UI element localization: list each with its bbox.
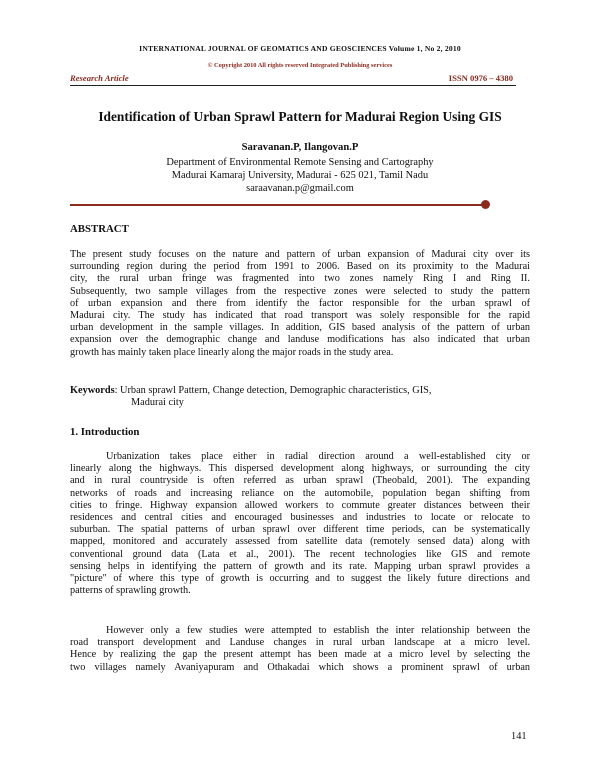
intro-line: linearly along the highways. This dispersed development along highways, or surrounding the city (70, 463, 530, 475)
introduction-paragraph-2 (70, 625, 530, 674)
intro-line: and in rural countryside is often referred as urban sprawl (Theobald, 2001). The expanding (70, 475, 530, 487)
keywords-list-continued: Madurai city (131, 397, 184, 409)
affiliation-department: Department of Environmental Remote Sensing and Cartography (166, 157, 434, 168)
intro-line: mapped, monitored and accurately assessed from satellite data (remotely sensed data) along with (70, 536, 530, 548)
intro-line: "picture" of where this type of growth is occurring and to suggest the likely future directions and (70, 572, 530, 584)
keywords-block (70, 385, 540, 410)
intro-line: patterns of sprawling growth. (70, 585, 191, 597)
intro-line: conventional ground data (Lata et al., 2001). The recent technologies like GIS and remote (70, 548, 530, 560)
header-divider (70, 85, 516, 86)
introduction-heading: 1. Introduction (70, 426, 140, 438)
abstract-line: urban development in the sample villages. In addition, GIS based analysis of the pattern of urban (70, 322, 530, 334)
intro-line: networks of roads and increasing reliance on the automobile, population began shifting from (70, 487, 530, 499)
intro-line: suburban. The spatial patterns of urban sprawl over different time periods, can be systematically (70, 524, 530, 536)
abstract-line: surrounding region during the period from 1991 to 2006. Based on its proximity to the Madurai (70, 261, 530, 273)
journal-header: INTERNATIONAL JOURNAL OF GEOMATICS AND GEOSCIENCES Volume 1, No 2, 2010 (139, 44, 461, 53)
abstract-line: city, the rural urban fringe was fragmented into two zones namely Ring I and Ring II. (70, 273, 530, 285)
affiliation-university: Madurai Kamaraj University, Madurai - 625 021, Tamil Nadu (171, 170, 429, 181)
intro-line: road transport development and Landuse changes in rural urban landscape at a micro level. (70, 637, 530, 649)
issn-label: ISSN 0976 – 4380 (448, 73, 513, 83)
intro-line: cities to fringe. Highway expansion allowed workers to commute greater distances between their (70, 499, 530, 511)
intro-line: residences and central cities and encouraged businesses and industries to locate or relocate to (70, 511, 530, 523)
copyright-notice: © Copyright 2010 All rights reserved Integrated Publishing services (207, 62, 393, 69)
abstract-line: growth has mainly taken place linearly along the major roads in the study area. (70, 346, 394, 358)
abstract-line: expansion over the demographic change and landuse modifications has also indicated that urban (70, 334, 530, 346)
intro-line: two villages namely Avaniyapuram and Othakadai which shows a prominent sprawl of urban (70, 661, 530, 673)
paper-title: Identification of Urban Sprawl Pattern for Madurai Region Using GIS (98, 109, 502, 124)
intro-line: sensing helps in identifying the pattern of growth and its rate. Mapping urban sprawl provides a (70, 560, 530, 572)
introduction-paragraph-1 (70, 451, 530, 597)
section-divider (70, 204, 482, 206)
article-type-label: Research Article (70, 73, 129, 83)
abstract-line: Subsequently, two sample villages from the respective zones were selected to study the pattern (70, 285, 530, 297)
author-email: saraavanan.p@gmail.com (246, 183, 354, 194)
paper-authors: Saravanan.P, Ilangovan.P (241, 142, 359, 153)
keywords-label: Keywords (70, 385, 115, 396)
keywords-list: : Urban sprawl Pattern, Change detection, Demographic characteristics, GIS, (114, 385, 432, 396)
abstract-line: The present study focuses on the nature and pattern of urban expansion of Madurai city over its (70, 249, 530, 260)
divider-dot (481, 200, 490, 209)
intro-line: Hence by realizing the gap the present attempt has been made at a micro level by selecting the (70, 649, 530, 661)
intro-line: Urbanization takes place either in radial direction around a well-established city or (106, 451, 530, 462)
abstract-line: Madurai city. The study has indicated that road transport was solely responsible for the rapid (70, 309, 530, 321)
abstract-paragraph (70, 249, 530, 359)
intro-line: However only a few studies were attempted to establish the inter relationship between the (106, 625, 530, 636)
abstract-heading: ABSTRACT (70, 223, 129, 235)
page-number: 141 (511, 731, 527, 742)
abstract-line: of urban expansion and there from identify the factor responsible for the urban sprawl of (70, 297, 530, 309)
